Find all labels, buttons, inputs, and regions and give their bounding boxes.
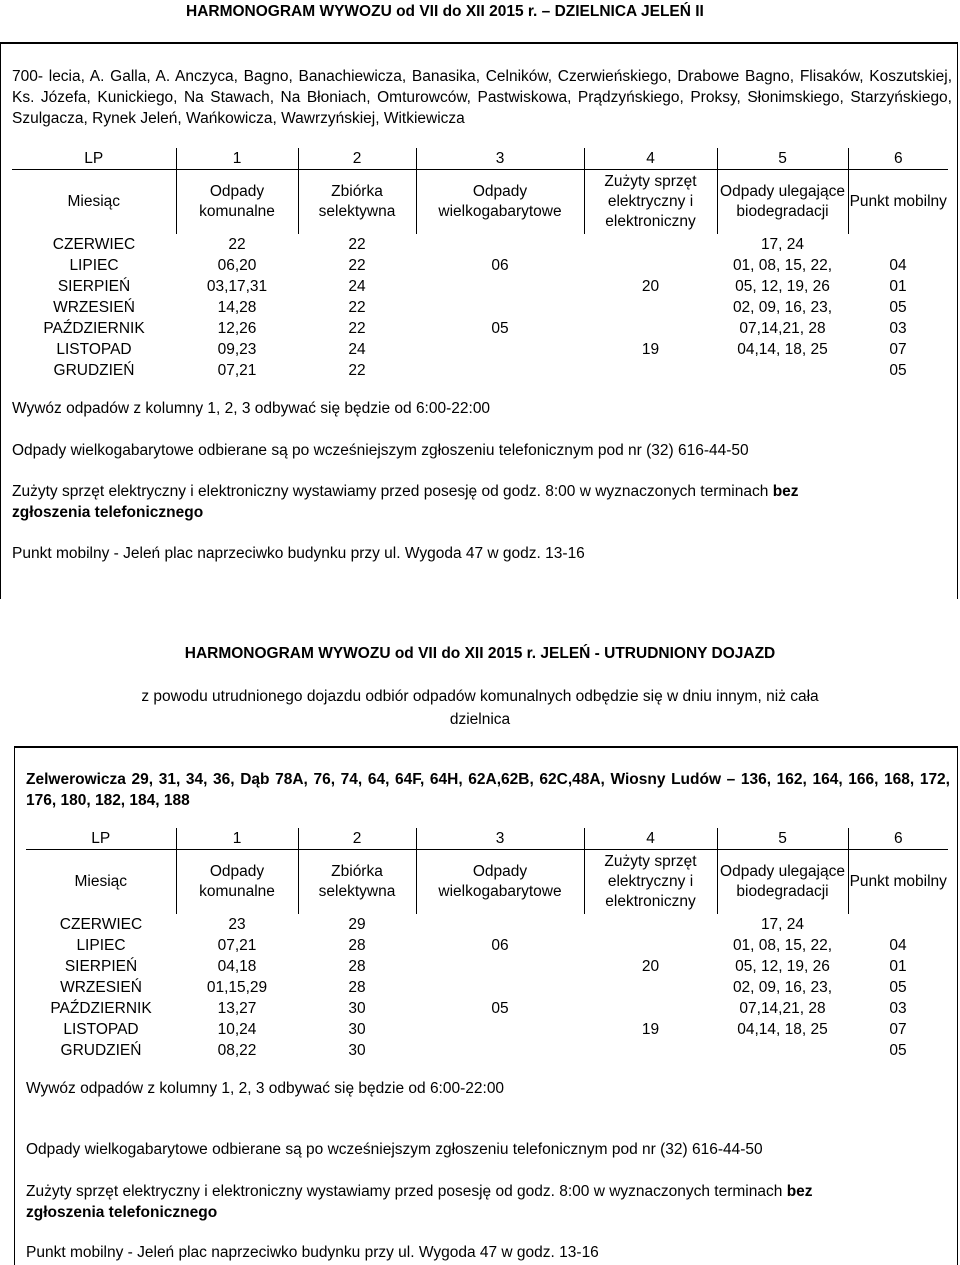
table-row bbox=[12, 318, 948, 339]
column-number-row bbox=[26, 828, 948, 850]
date-cell: 28 bbox=[348, 958, 366, 975]
column-header: Odpady wielkogabarytowe bbox=[416, 850, 584, 915]
date-cell bbox=[848, 234, 948, 255]
column-header: Punkt mobilny bbox=[848, 170, 948, 235]
column-header: Odpady komunalne bbox=[176, 850, 298, 915]
col-number: 1 bbox=[176, 148, 298, 170]
date-cell bbox=[416, 297, 584, 318]
schedule-body bbox=[12, 234, 948, 381]
date-cell: 05 bbox=[889, 1042, 907, 1059]
col-number: 5 bbox=[717, 828, 848, 850]
column-header: Odpady wielkogabarytowe bbox=[416, 170, 584, 235]
table-row bbox=[26, 935, 948, 956]
note-hours: Wywóz odpadów z kolumny 1, 2, 3 odbywać się będzie od 6:00-22:00 bbox=[12, 400, 491, 417]
date-cell: 05, 12, 19, 26 bbox=[735, 958, 830, 975]
note-electronics-text: Zużyty sprzęt elektryczny i elektroniczny wystawiamy przed posesję od godz. 8:00 w wyznaczonych terminach bbox=[26, 1183, 783, 1200]
date-cell: 12,26 bbox=[217, 320, 257, 337]
schedule-title: HARMONOGRAM WYWOZU od VII do XII 2015 r. JELEŃ - UTRUDNIONY DOJAZD bbox=[184, 645, 776, 662]
date-cell: 07 bbox=[889, 341, 907, 358]
date-cell bbox=[717, 360, 848, 381]
date-cell bbox=[848, 914, 948, 935]
date-cell: 22 bbox=[348, 299, 366, 316]
date-cell: 05, 12, 19, 26 bbox=[735, 278, 830, 295]
date-cell: 19 bbox=[641, 1021, 660, 1038]
date-cell: 19 bbox=[641, 341, 660, 358]
date-cell bbox=[584, 318, 717, 339]
note-bulky-waste: Odpady wielkogabarytowe odbierane są po wcześniejszym zgłoszeniu telefonicznym pod nr (32) 616-44-50 bbox=[12, 442, 749, 459]
column-header: Zbiórka selektywna bbox=[298, 170, 416, 235]
month-cell: LIPIEC bbox=[69, 257, 119, 274]
date-cell: 07,14,21, 28 bbox=[739, 320, 826, 337]
date-cell: 06 bbox=[491, 257, 509, 274]
subtitle-line: z powodu utrudnionego dojazdu odbiór odpadów komunalnych odbędzie się w dniu innym, niż cała bbox=[141, 688, 819, 705]
date-cell: 30 bbox=[348, 1042, 366, 1059]
date-cell: 01, 08, 15, 22, bbox=[732, 257, 833, 274]
note-electronics-bold-2: zgłoszenia telefonicznego bbox=[26, 1204, 218, 1221]
date-cell: 24 bbox=[348, 341, 366, 358]
note-mobile-point: Punkt mobilny - Jeleń plac naprzeciwko budynku przy ul. Wygoda 47 w godz. 13-16 bbox=[12, 545, 585, 562]
note-electronics bbox=[12, 481, 952, 523]
month-header: Miesiąc bbox=[12, 170, 176, 235]
table-row bbox=[12, 255, 948, 276]
month-header: Miesiąc bbox=[26, 850, 176, 915]
column-number-row bbox=[12, 148, 948, 170]
column-header: Zbiórka selektywna bbox=[298, 850, 416, 915]
lp-header: LP bbox=[84, 150, 104, 167]
table-row bbox=[12, 297, 948, 318]
date-cell: 09,23 bbox=[217, 341, 257, 358]
date-cell: 07,21 bbox=[217, 937, 257, 954]
date-cell bbox=[416, 956, 584, 977]
date-cell bbox=[416, 914, 584, 935]
date-cell: 20 bbox=[641, 958, 660, 975]
street-list: 700- lecia, A. Galla, A. Anczyca, Bagno, Banachiewicza, Banasika, Celników, Czerwieńskiego, Drabowe Bagno, Flisaków, Koszutskiej, Ks. Józefa, Kunickiego, Na Stawach, Na Błoniach, Omturowców, Pastwiskowa, Prądzyńskiego, Proksy, Słonimskiego, Starzyńskiego, Szulgacza, Rynek Jeleń, Wańkowicza, Wawrzyńskiej, Witkiewicza bbox=[12, 68, 952, 127]
table-row bbox=[26, 998, 948, 1019]
date-cell: 06,20 bbox=[217, 257, 257, 274]
table-row bbox=[12, 339, 948, 360]
date-cell: 02, 09, 16, 23, bbox=[732, 979, 833, 996]
date-cell: 01,15,29 bbox=[206, 979, 268, 996]
column-header-row bbox=[12, 170, 948, 235]
schedule-subtitle bbox=[0, 685, 960, 731]
subtitle-line: dzielnica bbox=[449, 711, 511, 728]
date-cell: 06 bbox=[491, 937, 509, 954]
date-cell: 01 bbox=[889, 958, 907, 975]
date-cell: 22 bbox=[228, 236, 246, 253]
note-mobile-point: Punkt mobilny - Jeleń plac naprzeciwko budynku przy ul. Wygoda 47 w godz. 13-16 bbox=[26, 1244, 599, 1261]
col-number: 3 bbox=[416, 148, 584, 170]
date-cell bbox=[584, 1040, 717, 1061]
month-cell: SIERPIEŃ bbox=[57, 278, 131, 295]
date-cell: 01, 08, 15, 22, bbox=[732, 937, 833, 954]
date-cell: 04 bbox=[889, 937, 907, 954]
col-number: 1 bbox=[176, 828, 298, 850]
lp-header: LP bbox=[91, 830, 111, 847]
note-bulky-waste: Odpady wielkogabarytowe odbierane są po wcześniejszym zgłoszeniu telefonicznym pod nr (32) 616-44-50 bbox=[26, 1141, 763, 1158]
date-cell: 29 bbox=[348, 916, 366, 933]
column-header: Zużyty sprzęt elektryczny i elektroniczny bbox=[584, 170, 717, 235]
column-header: Odpady ulegające biodegradacji bbox=[717, 850, 848, 915]
schedule-title: HARMONOGRAM WYWOZU od VII do XII 2015 r. – DZIELNICA JELEŃ II bbox=[186, 3, 704, 20]
month-cell: LISTOPAD bbox=[56, 341, 132, 358]
table-row bbox=[12, 360, 948, 381]
table-row bbox=[26, 1019, 948, 1040]
col-number: 2 bbox=[298, 148, 416, 170]
date-cell bbox=[584, 234, 717, 255]
date-cell: 07,14,21, 28 bbox=[739, 1000, 826, 1017]
date-cell bbox=[416, 977, 584, 998]
date-cell bbox=[717, 1040, 848, 1061]
note-electronics-bold: bez bbox=[786, 1183, 813, 1200]
month-cell: LIPIEC bbox=[76, 937, 126, 954]
date-cell bbox=[584, 977, 717, 998]
month-cell: GRUDZIEŃ bbox=[53, 362, 135, 379]
date-cell: 04 bbox=[889, 257, 907, 274]
note-hours: Wywóz odpadów z kolumny 1, 2, 3 odbywać się będzie od 6:00-22:00 bbox=[26, 1080, 505, 1097]
date-cell: 02, 09, 16, 23, bbox=[732, 299, 833, 316]
date-cell: 07 bbox=[889, 1021, 907, 1038]
date-cell bbox=[416, 276, 584, 297]
date-cell: 30 bbox=[348, 1021, 366, 1038]
date-cell: 10,24 bbox=[217, 1021, 257, 1038]
date-cell: 30 bbox=[348, 1000, 366, 1017]
date-cell: 23 bbox=[228, 916, 246, 933]
month-cell: GRUDZIEŃ bbox=[60, 1042, 142, 1059]
col-number: 4 bbox=[584, 828, 717, 850]
table-row bbox=[26, 956, 948, 977]
column-header: Zużyty sprzęt elektryczny i elektroniczny bbox=[584, 850, 717, 915]
date-cell: 17, 24 bbox=[760, 236, 805, 253]
date-cell: 20 bbox=[641, 278, 660, 295]
month-cell: PAŹDZIERNIK bbox=[50, 1000, 152, 1017]
date-cell bbox=[584, 255, 717, 276]
date-cell: 22 bbox=[348, 320, 366, 337]
schedule-table bbox=[12, 148, 948, 381]
date-cell: 08,22 bbox=[217, 1042, 257, 1059]
col-number: 2 bbox=[298, 828, 416, 850]
col-number: 6 bbox=[848, 148, 948, 170]
date-cell: 01 bbox=[889, 278, 907, 295]
date-cell: 17, 24 bbox=[760, 916, 805, 933]
date-cell: 05 bbox=[889, 299, 907, 316]
date-cell: 28 bbox=[348, 979, 366, 996]
month-cell: WRZESIEŃ bbox=[53, 299, 135, 316]
date-cell bbox=[584, 914, 717, 935]
col-number: 6 bbox=[848, 828, 948, 850]
column-header: Odpady komunalne bbox=[176, 170, 298, 235]
date-cell: 03 bbox=[889, 320, 907, 337]
date-cell: 22 bbox=[348, 257, 366, 274]
date-cell: 13,27 bbox=[217, 1000, 257, 1017]
date-cell: 14,28 bbox=[217, 299, 257, 316]
date-cell bbox=[416, 1019, 584, 1040]
col-number: 5 bbox=[717, 148, 848, 170]
date-cell: 22 bbox=[348, 362, 366, 379]
column-header: Punkt mobilny bbox=[848, 850, 948, 915]
date-cell: 04,14, 18, 25 bbox=[737, 1021, 828, 1038]
note-electronics-text: Zużyty sprzęt elektryczny i elektroniczny wystawiamy przed posesję od godz. 8:00 w wyznaczonych terminach bbox=[12, 483, 769, 500]
date-cell bbox=[416, 1040, 584, 1061]
column-header-row bbox=[26, 850, 948, 915]
street-list: Zelwerowicza 29, 31, 34, 36, Dąb 78A, 76, 74, 64, 64F, 64H, 62A,62B, 62C,48A, Wiosny Ludów – 136, 162, 164, 166, 168, 172, 176, 180, 182, 184, 188 bbox=[26, 771, 950, 809]
month-cell: SIERPIEŃ bbox=[64, 958, 138, 975]
table-row bbox=[12, 234, 948, 255]
schedule-table bbox=[26, 828, 948, 1061]
col-number: 4 bbox=[584, 148, 717, 170]
date-cell: 05 bbox=[889, 362, 907, 379]
note-electronics bbox=[26, 1181, 950, 1223]
month-cell: WRZESIEŃ bbox=[60, 979, 142, 996]
note-electronics-bold: bez bbox=[772, 483, 799, 500]
month-cell: CZERWIEC bbox=[59, 916, 143, 933]
date-cell: 05 bbox=[491, 1000, 509, 1017]
date-cell: 03 bbox=[889, 1000, 907, 1017]
date-cell: 28 bbox=[348, 937, 366, 954]
date-cell bbox=[584, 360, 717, 381]
date-cell: 04,18 bbox=[217, 958, 257, 975]
date-cell bbox=[584, 935, 717, 956]
month-cell: LISTOPAD bbox=[63, 1021, 139, 1038]
col-number: 3 bbox=[416, 828, 584, 850]
date-cell: 03,17,31 bbox=[206, 278, 268, 295]
date-cell: 05 bbox=[491, 320, 509, 337]
date-cell: 07,21 bbox=[217, 362, 257, 379]
date-cell bbox=[416, 339, 584, 360]
note-electronics-bold-2: zgłoszenia telefonicznego bbox=[12, 504, 204, 521]
column-header: Odpady ulegające biodegradacji bbox=[717, 170, 848, 235]
date-cell: 04,14, 18, 25 bbox=[737, 341, 828, 358]
date-cell bbox=[416, 360, 584, 381]
month-cell: CZERWIEC bbox=[52, 236, 136, 253]
schedule-body bbox=[26, 914, 948, 1061]
date-cell: 24 bbox=[348, 278, 366, 295]
table-row bbox=[26, 977, 948, 998]
date-cell bbox=[416, 234, 584, 255]
table-row bbox=[12, 276, 948, 297]
date-cell bbox=[584, 998, 717, 1019]
date-cell: 22 bbox=[348, 236, 366, 253]
month-cell: PAŹDZIERNIK bbox=[43, 320, 145, 337]
date-cell bbox=[584, 297, 717, 318]
date-cell: 05 bbox=[889, 979, 907, 996]
table-row bbox=[26, 914, 948, 935]
table-row bbox=[26, 1040, 948, 1061]
